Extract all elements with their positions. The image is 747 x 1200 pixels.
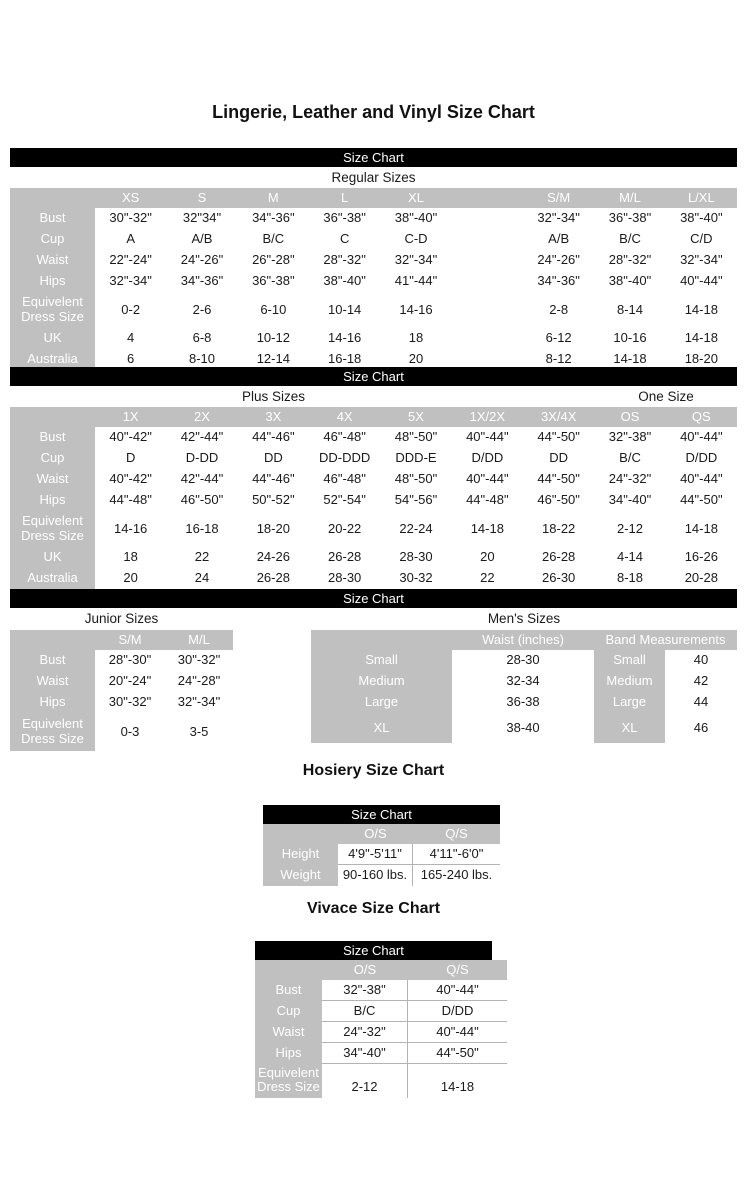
value-cell: 36-38 <box>452 692 594 713</box>
value-cell <box>452 328 523 349</box>
column-header: XL <box>380 188 451 208</box>
value-cell: 44"-48" <box>95 490 166 511</box>
value-cell: 3-5 <box>165 713 233 751</box>
value-cell: 42 <box>665 671 737 692</box>
value-cell: 38"-40" <box>309 271 380 292</box>
value-cell: 24"-26" <box>523 250 594 271</box>
value-cell: 32"34" <box>166 208 237 229</box>
value-cell: 40"-44" <box>666 271 737 292</box>
column-header <box>452 188 523 208</box>
row-label: Height <box>263 844 338 865</box>
value-cell: C <box>309 229 380 250</box>
hosiery-size-table <box>263 824 500 886</box>
row-label: Small <box>311 650 452 671</box>
row-label: Weight <box>263 865 338 886</box>
row-label: UK <box>10 328 95 349</box>
value-cell: 40"-44" <box>666 469 737 490</box>
value-cell: 20-28 <box>666 568 737 589</box>
value-cell: 54"-56" <box>380 490 451 511</box>
value-cell: 34"-36" <box>238 208 309 229</box>
row-label: Bust <box>10 208 95 229</box>
value-cell: 30"-32" <box>165 650 233 671</box>
value-cell: 40"-44" <box>666 427 737 448</box>
value-cell: DDD-E <box>380 448 451 469</box>
value-cell: 40"-44" <box>452 427 523 448</box>
value-cell: D/DD <box>408 1001 507 1022</box>
value-cell: DD <box>238 448 309 469</box>
value-cell: 2-12 <box>322 1064 408 1098</box>
value-cell: 22 <box>452 568 523 589</box>
waist-column-header: Waist (inches) <box>452 630 594 650</box>
value-cell: 26-28 <box>238 568 309 589</box>
value-cell: 44"-50" <box>408 1043 507 1064</box>
value-cell: 38"-40" <box>380 208 451 229</box>
value-cell: 18-20 <box>666 349 737 370</box>
value-cell: A/B <box>523 229 594 250</box>
value-cell: 6-10 <box>238 292 309 328</box>
column-header: QS <box>666 407 737 427</box>
value-cell: 4 <box>95 328 166 349</box>
junior-sizes-table <box>10 630 233 751</box>
row-label: Large <box>311 692 452 713</box>
row-label: Equivelent Dress Size <box>10 292 95 328</box>
value-cell <box>452 229 523 250</box>
value-cell: 30"-32" <box>95 692 165 713</box>
column-header: O/S <box>338 824 413 844</box>
value-cell: 2-12 <box>594 511 665 547</box>
row-label: Equivelent Dress Size <box>255 1064 322 1098</box>
column-header: 1X <box>95 407 166 427</box>
value-cell: B/C <box>238 229 309 250</box>
size-chart-bar-plus: Size Chart <box>10 367 737 386</box>
value-cell: 14-18 <box>666 328 737 349</box>
row-label: Cup <box>10 448 95 469</box>
value-cell: 14-16 <box>380 292 451 328</box>
value-cell: 14-18 <box>594 349 665 370</box>
row-label: Hips <box>255 1043 322 1064</box>
value-cell: 44"-46" <box>238 427 309 448</box>
size-chart-bar-regular: Size Chart <box>10 148 737 167</box>
value-cell: 34"-40" <box>322 1043 408 1064</box>
value-cell: 0-3 <box>95 713 165 751</box>
value-cell: 28-30 <box>452 650 594 671</box>
corner-cell <box>255 960 322 980</box>
value-cell: 34"-40" <box>594 490 665 511</box>
value-cell: 46"-48" <box>309 469 380 490</box>
value-cell: 6-12 <box>523 328 594 349</box>
value-cell: 52"-54" <box>309 490 380 511</box>
column-header: S/M <box>95 630 165 650</box>
value-cell: 40"-42" <box>95 427 166 448</box>
value-cell: 28"-30" <box>95 650 165 671</box>
row-label: Hips <box>10 271 95 292</box>
corner-cell <box>263 824 338 844</box>
value-cell: 165-240 lbs. <box>413 865 500 886</box>
value-cell: 8-10 <box>166 349 237 370</box>
corner-cell <box>311 630 452 650</box>
row-label: Cup <box>10 229 95 250</box>
row-label: Small <box>594 650 665 671</box>
value-cell: 28-30 <box>309 568 380 589</box>
regular-sizes-label: Regular Sizes <box>331 170 416 185</box>
value-cell: 40"-44" <box>452 469 523 490</box>
column-header: 3X <box>238 407 309 427</box>
corner-cell <box>10 188 95 208</box>
value-cell: 24"-32" <box>322 1022 408 1043</box>
value-cell: 16-26 <box>666 547 737 568</box>
value-cell: 14-18 <box>666 511 737 547</box>
regular-sizes-table <box>10 188 737 370</box>
value-cell: C/D <box>666 229 737 250</box>
column-header: 2X <box>166 407 237 427</box>
value-cell: DD-DDD <box>309 448 380 469</box>
row-label: Waist <box>10 250 95 271</box>
junior-sizes-label: Junior Sizes <box>84 611 159 626</box>
row-label: XL <box>594 713 665 743</box>
value-cell: 46 <box>665 713 737 743</box>
size-chart-bar-junior-mens: Size Chart <box>10 589 737 608</box>
column-header: 4X <box>309 407 380 427</box>
value-cell: 36"-38" <box>238 271 309 292</box>
band-column-header: Band Measurements <box>594 630 737 650</box>
size-chart-bar-vivace: Size Chart <box>255 941 492 960</box>
value-cell: 36"-38" <box>594 208 665 229</box>
column-header: L <box>309 188 380 208</box>
value-cell <box>452 292 523 328</box>
row-label: Australia <box>10 349 95 370</box>
value-cell: 20-22 <box>309 511 380 547</box>
value-cell: 44"-48" <box>452 490 523 511</box>
row-label: Waist <box>10 671 95 692</box>
value-cell: 48"-50" <box>380 469 451 490</box>
value-cell: 8-12 <box>523 349 594 370</box>
value-cell: B/C <box>594 229 665 250</box>
value-cell <box>452 250 523 271</box>
value-cell: 32"-38" <box>322 980 408 1001</box>
value-cell: 40 <box>665 650 737 671</box>
value-cell: 0-2 <box>95 292 166 328</box>
value-cell: 48"-50" <box>380 427 451 448</box>
value-cell: 46"-50" <box>166 490 237 511</box>
row-label: Large <box>594 692 665 713</box>
value-cell: 6-8 <box>166 328 237 349</box>
column-header: O/S <box>322 960 408 980</box>
row-label: Waist <box>10 469 95 490</box>
value-cell: 14-18 <box>452 511 523 547</box>
value-cell: 24"-28" <box>165 671 233 692</box>
one-size-label: One Size <box>638 389 694 404</box>
value-cell: 40"-44" <box>408 1022 507 1043</box>
value-cell: 28"-32" <box>594 250 665 271</box>
value-cell: 50"-52" <box>238 490 309 511</box>
column-header: M/L <box>594 188 665 208</box>
size-chart-bar-hosiery: Size Chart <box>263 805 500 824</box>
column-header: OS <box>594 407 665 427</box>
value-cell: 24"-32" <box>594 469 665 490</box>
value-cell: A/B <box>166 229 237 250</box>
value-cell: 8-14 <box>594 292 665 328</box>
value-cell: 26-30 <box>523 568 594 589</box>
column-header: Q/S <box>408 960 507 980</box>
value-cell: 12-14 <box>238 349 309 370</box>
value-cell: 24-26 <box>238 547 309 568</box>
value-cell: B/C <box>594 448 665 469</box>
value-cell: DD <box>523 448 594 469</box>
hosiery-chart-title: Hosiery Size Chart <box>302 762 445 779</box>
vivace-size-table <box>255 960 507 1098</box>
corner-cell <box>10 407 95 427</box>
value-cell: 40"-44" <box>408 980 507 1001</box>
column-header: 3X/4X <box>523 407 594 427</box>
value-cell: 18 <box>380 328 451 349</box>
value-cell: 36"-38" <box>309 208 380 229</box>
value-cell: 40"-42" <box>95 469 166 490</box>
value-cell: 4-14 <box>594 547 665 568</box>
value-cell: C-D <box>380 229 451 250</box>
row-label: Bust <box>10 650 95 671</box>
value-cell: 4'9"-5'11" <box>338 844 413 865</box>
value-cell: 44 <box>665 692 737 713</box>
value-cell: 32"-38" <box>594 427 665 448</box>
row-label: Equivelent Dress Size <box>10 511 95 547</box>
value-cell: 20"-24" <box>95 671 165 692</box>
column-header: S <box>166 188 237 208</box>
row-label: Hips <box>10 692 95 713</box>
value-cell: 10-16 <box>594 328 665 349</box>
value-cell: 32"-34" <box>380 250 451 271</box>
value-cell: 44"-46" <box>238 469 309 490</box>
value-cell: 46"-48" <box>309 427 380 448</box>
value-cell: 42"-44" <box>166 469 237 490</box>
row-label: Bust <box>10 427 95 448</box>
value-cell: 30"-32" <box>95 208 166 229</box>
value-cell: 30-32 <box>380 568 451 589</box>
value-cell: 34"-36" <box>166 271 237 292</box>
value-cell: 32"-34" <box>523 208 594 229</box>
row-label: Australia <box>10 568 95 589</box>
row-label: XL <box>311 713 452 743</box>
value-cell: 26-28 <box>309 547 380 568</box>
row-label: Bust <box>255 980 322 1001</box>
value-cell: 41"-44" <box>380 271 451 292</box>
value-cell: 32"-34" <box>666 250 737 271</box>
value-cell: 28"-32" <box>309 250 380 271</box>
column-header: M/L <box>165 630 233 650</box>
value-cell: 34"-36" <box>523 271 594 292</box>
value-cell: D-DD <box>166 448 237 469</box>
value-cell: 38"-40" <box>666 208 737 229</box>
value-cell <box>452 271 523 292</box>
column-header: L/XL <box>666 188 737 208</box>
value-cell: 14-18 <box>666 292 737 328</box>
row-label: Medium <box>594 671 665 692</box>
value-cell: 38"-40" <box>594 271 665 292</box>
value-cell: 22"-24" <box>95 250 166 271</box>
row-label: Medium <box>311 671 452 692</box>
value-cell: 20 <box>380 349 451 370</box>
row-label: Waist <box>255 1022 322 1043</box>
value-cell: A <box>95 229 166 250</box>
value-cell: 24 <box>166 568 237 589</box>
value-cell: 26-28 <box>523 547 594 568</box>
value-cell: 24"-26" <box>166 250 237 271</box>
value-cell: 10-14 <box>309 292 380 328</box>
value-cell: 90-160 lbs. <box>338 865 413 886</box>
row-label: UK <box>10 547 95 568</box>
value-cell: 8-18 <box>594 568 665 589</box>
value-cell: 22 <box>166 547 237 568</box>
value-cell: 44"-50" <box>523 427 594 448</box>
plus-sizes-table <box>10 407 737 589</box>
mens-sizes-label: Men's Sizes <box>487 611 561 626</box>
value-cell: 6 <box>95 349 166 370</box>
value-cell: 18 <box>95 547 166 568</box>
column-header: XS <box>95 188 166 208</box>
value-cell: 16-18 <box>166 511 237 547</box>
value-cell: 2-6 <box>166 292 237 328</box>
column-header: 5X <box>380 407 451 427</box>
value-cell: 18-22 <box>523 511 594 547</box>
value-cell: 22-24 <box>380 511 451 547</box>
value-cell: 14-16 <box>95 511 166 547</box>
value-cell: 28-30 <box>380 547 451 568</box>
value-cell: 26"-28" <box>238 250 309 271</box>
value-cell: 14-18 <box>408 1064 507 1098</box>
value-cell: 44"-50" <box>666 490 737 511</box>
value-cell: 44"-50" <box>523 469 594 490</box>
value-cell: D <box>95 448 166 469</box>
value-cell: 2-8 <box>523 292 594 328</box>
column-header: S/M <box>523 188 594 208</box>
value-cell: 20 <box>452 547 523 568</box>
plus-sizes-label: Plus Sizes <box>241 389 306 404</box>
value-cell: 20 <box>95 568 166 589</box>
page-title: Lingerie, Leather and Vinyl Size Chart <box>212 102 535 122</box>
column-header: Q/S <box>413 824 500 844</box>
value-cell: 18-20 <box>238 511 309 547</box>
value-cell: 32"-34" <box>95 271 166 292</box>
vivace-chart-title: Vivace Size Chart <box>306 900 441 917</box>
value-cell: 16-18 <box>309 349 380 370</box>
value-cell: 14-16 <box>309 328 380 349</box>
value-cell: B/C <box>322 1001 408 1022</box>
value-cell: 10-12 <box>238 328 309 349</box>
value-cell: D/DD <box>666 448 737 469</box>
value-cell: 38-40 <box>452 713 594 743</box>
corner-cell <box>10 630 95 650</box>
value-cell <box>452 208 523 229</box>
value-cell: 32-34 <box>452 671 594 692</box>
value-cell: 46"-50" <box>523 490 594 511</box>
value-cell: 32"-34" <box>165 692 233 713</box>
value-cell: 4'11"-6'0" <box>413 844 500 865</box>
column-header: 1X/2X <box>452 407 523 427</box>
value-cell: D/DD <box>452 448 523 469</box>
column-header: M <box>238 188 309 208</box>
mens-sizes-table <box>311 630 737 743</box>
row-label: Equivelent Dress Size <box>10 713 95 751</box>
row-label: Hips <box>10 490 95 511</box>
value-cell: 42"-44" <box>166 427 237 448</box>
row-label: Cup <box>255 1001 322 1022</box>
